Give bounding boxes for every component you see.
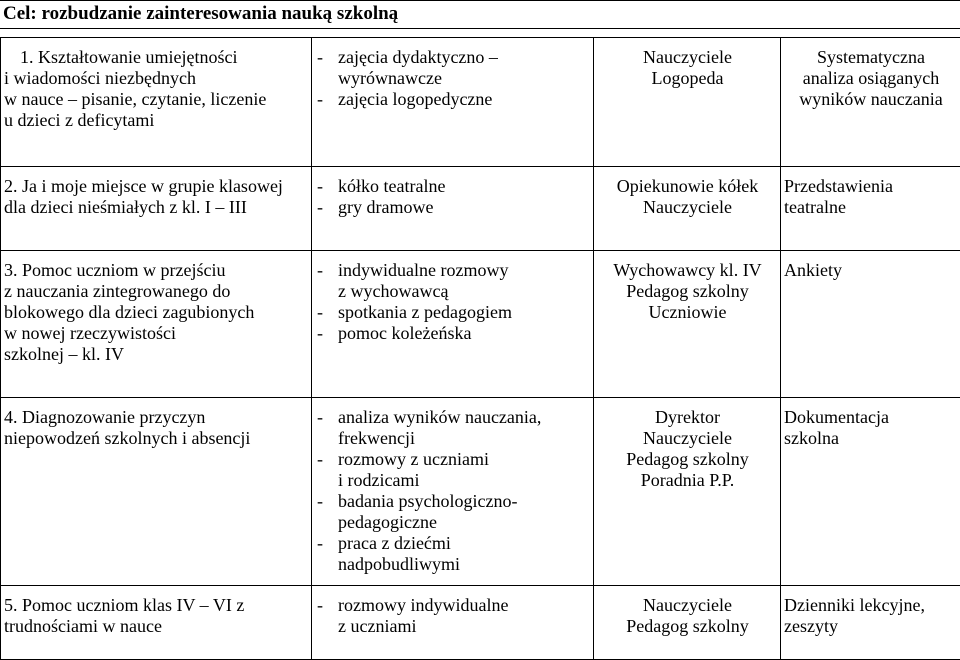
forms-cell	[312, 38, 594, 167]
table-row	[1, 167, 960, 251]
task-line: szkolnej – kl. IV	[4, 344, 309, 365]
task-line: blokowego dla dzieci zagubionych	[4, 302, 309, 323]
list-item-text: rozmowy indywidualne	[338, 595, 591, 616]
list-item	[312, 47, 591, 89]
bullet-dash: -	[317, 197, 323, 218]
list-item	[312, 595, 591, 637]
list-item-text: pedagogiczne	[338, 512, 591, 533]
task-line: w nauce – pisanie, czytanie, liczenie	[4, 89, 309, 110]
responsible-line: Nauczyciele	[597, 428, 778, 449]
list-item-text: frekwencji	[338, 428, 591, 449]
list-item	[312, 260, 591, 302]
evaluation-line: teatralne	[784, 197, 958, 218]
evaluation-line: zeszyty	[784, 616, 958, 637]
evaluation-line: Systematyczna	[784, 47, 958, 68]
task-line: 3. Pomoc uczniom w przejściu	[4, 260, 309, 281]
evaluation-line: Dokumentacja	[784, 407, 958, 428]
evaluation-line: Ankiety	[784, 260, 958, 281]
responsible-cell	[594, 38, 781, 167]
task-cell	[1, 586, 312, 660]
bullet-dash: -	[317, 176, 323, 197]
bullet-dash: -	[317, 323, 323, 344]
task-line: 5. Pomoc uczniom klas IV – VI z	[4, 595, 309, 616]
responsible-line: Uczniowie	[597, 302, 778, 323]
task-line: i wiadomości niezbędnych	[4, 68, 309, 89]
list-item-text: wyrównawcze	[338, 68, 591, 89]
evaluation-line: analiza osiąganych	[784, 68, 958, 89]
list-item-text: analiza wyników nauczania,	[338, 407, 591, 428]
responsible-line: Nauczyciele	[597, 47, 778, 68]
list-item-text: praca z dziećmi	[338, 533, 591, 554]
bullet-dash: -	[317, 47, 323, 68]
plan-table	[0, 37, 960, 660]
responsible-cell	[594, 251, 781, 398]
list-item	[312, 407, 591, 449]
responsible-line: Pedagog szkolny	[597, 281, 778, 302]
forms-cell	[312, 251, 594, 398]
bullet-dash: -	[317, 302, 323, 323]
document-heading: Cel: rozbudzanie zainteresowania nauką szkolną	[0, 0, 960, 29]
task-line: w nowej rzeczywistości	[4, 323, 309, 344]
task-line: 4. Diagnozowanie przyczyn	[4, 407, 309, 428]
task-cell	[1, 38, 312, 167]
list-item	[312, 197, 591, 218]
responsible-cell	[594, 586, 781, 660]
responsible-line: Nauczyciele	[597, 197, 778, 218]
table-row	[1, 398, 960, 586]
forms-cell	[312, 167, 594, 251]
task-cell	[1, 251, 312, 398]
forms-cell	[312, 586, 594, 660]
list-item-text: pomoc koleżeńska	[338, 323, 591, 344]
responsible-line: Wychowawcy kl. IV	[597, 260, 778, 281]
task-line: niepowodzeń szkolnych i absencji	[4, 428, 309, 449]
list-item	[312, 302, 591, 323]
list-item-text: z wychowawcą	[338, 281, 591, 302]
list-item-text: zajęcia logopedyczne	[338, 89, 591, 110]
list-item	[312, 533, 591, 575]
responsible-line: Dyrektor	[597, 407, 778, 428]
responsible-cell	[594, 167, 781, 251]
list-item	[312, 89, 591, 110]
evaluation-cell	[781, 586, 960, 660]
bullet-dash: -	[317, 407, 323, 428]
bullet-dash: -	[317, 533, 323, 554]
table-row	[1, 251, 960, 398]
list-item	[312, 449, 591, 491]
bullet-dash: -	[317, 491, 323, 512]
responsible-line: Poradnia P.P.	[597, 470, 778, 491]
task-line: 2. Ja i moje miejsce w grupie klasowej	[4, 176, 309, 197]
list-item-text: z uczniami	[338, 616, 591, 637]
responsible-line: Pedagog szkolny	[597, 449, 778, 470]
bullet-dash: -	[317, 449, 323, 470]
responsible-cell	[594, 398, 781, 586]
list-item-text: i rodzicami	[338, 470, 591, 491]
bullet-dash: -	[317, 89, 323, 110]
list-item	[312, 323, 591, 344]
bullet-dash: -	[317, 260, 323, 281]
bullet-dash: -	[317, 595, 323, 616]
evaluation-cell	[781, 251, 960, 398]
list-item-text: nadpobudliwymi	[338, 554, 591, 575]
task-cell	[1, 398, 312, 586]
task-line: trudnościami w nauce	[4, 616, 309, 637]
list-item-text: kółko teatralne	[338, 176, 591, 197]
list-item-text: indywidualne rozmowy	[338, 260, 591, 281]
task-line: z nauczania zintegrowanego do	[4, 281, 309, 302]
task-cell	[1, 167, 312, 251]
evaluation-cell	[781, 167, 960, 251]
evaluation-line: Dzienniki lekcyjne,	[784, 595, 958, 616]
forms-cell	[312, 398, 594, 586]
table-row	[1, 586, 960, 660]
evaluation-line: szkolna	[784, 428, 958, 449]
task-line: 1. Kształtowanie umiejętności	[4, 47, 309, 68]
list-item	[312, 491, 591, 533]
task-line: u dzieci z deficytami	[4, 110, 309, 131]
task-line: dla dzieci nieśmiałych z kl. I – III	[4, 197, 309, 218]
responsible-line: Nauczyciele	[597, 595, 778, 616]
list-item-text: spotkania z pedagogiem	[338, 302, 591, 323]
evaluation-line: wyników nauczania	[784, 89, 958, 110]
responsible-line: Opiekunowie kółek	[597, 176, 778, 197]
list-item-text: zajęcia dydaktyczno –	[338, 47, 591, 68]
list-item-text: badania psychologiczno-	[338, 491, 591, 512]
evaluation-cell	[781, 38, 960, 167]
responsible-line: Pedagog szkolny	[597, 616, 778, 637]
list-item	[312, 176, 591, 197]
responsible-line: Logopeda	[597, 68, 778, 89]
evaluation-line: Przedstawienia	[784, 176, 958, 197]
table-row	[1, 38, 960, 167]
evaluation-cell	[781, 398, 960, 586]
list-item-text: gry dramowe	[338, 197, 591, 218]
list-item-text: rozmowy z uczniami	[338, 449, 591, 470]
